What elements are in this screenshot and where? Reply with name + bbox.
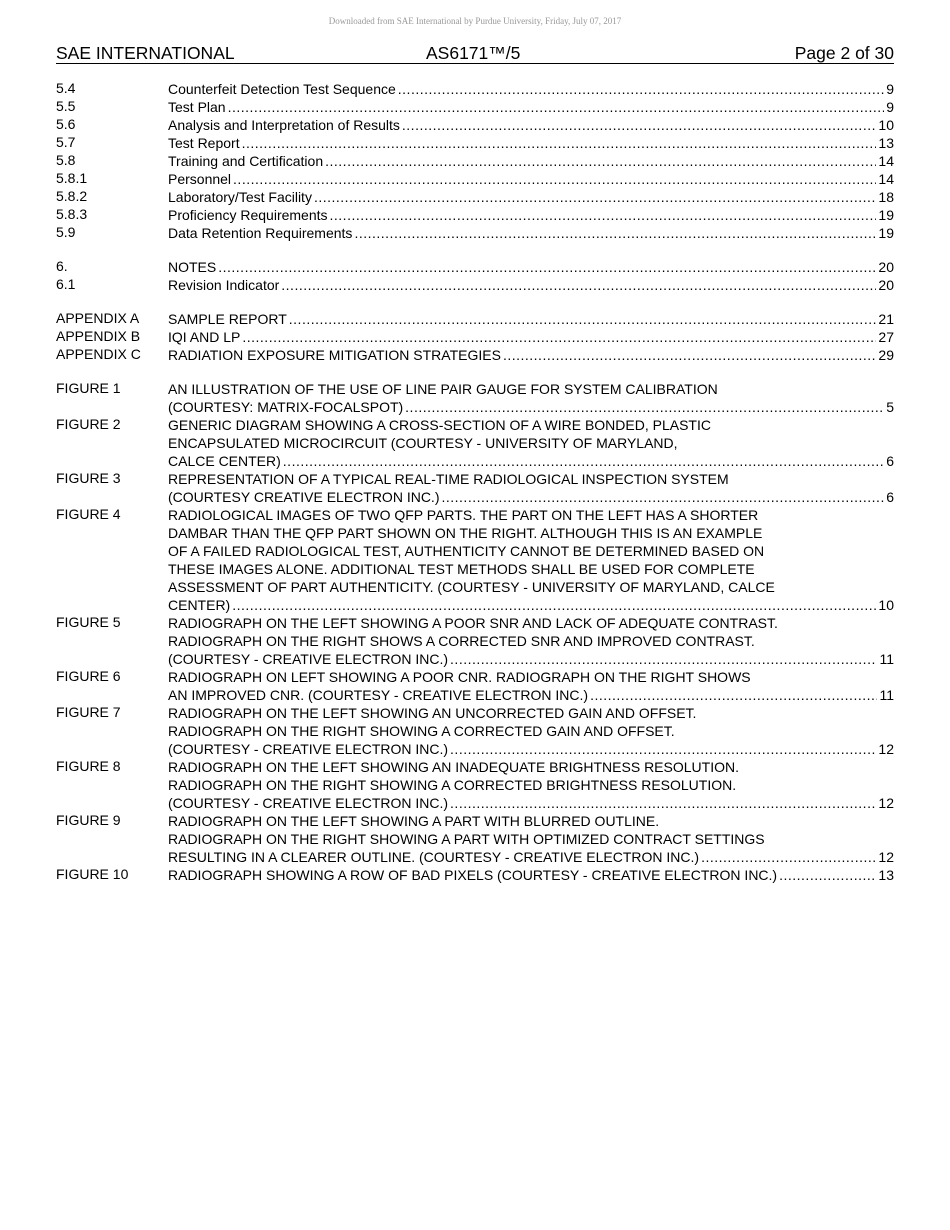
- toc-entry-page: 10: [878, 597, 894, 613]
- toc-entry-title-line: RADIOGRAPH ON THE LEFT SHOWING A PART WITH BLURRED OUTLINE.: [168, 813, 660, 829]
- toc-entry[interactable]: [56, 506, 894, 614]
- toc-entry[interactable]: [56, 310, 894, 328]
- toc-entry-page: 20: [878, 259, 894, 275]
- toc-entry-page: 5: [886, 399, 894, 415]
- toc-group-spacer: [56, 364, 894, 380]
- toc-entry-page: 21: [878, 311, 894, 327]
- toc-entry-number: 5.7: [56, 134, 76, 150]
- header-org: SAE INTERNATIONAL: [56, 43, 235, 63]
- toc-entry[interactable]: [56, 470, 894, 506]
- toc-entry[interactable]: [56, 276, 894, 294]
- dot-leader: [218, 258, 876, 276]
- toc-entry-title-line: RADIOGRAPH ON THE RIGHT SHOWING A CORRECTED BRIGHTNESS RESOLUTION.: [168, 777, 737, 793]
- toc-entry[interactable]: [56, 346, 894, 364]
- toc-group-spacer: [56, 294, 894, 310]
- toc-entry-page: 13: [878, 135, 894, 151]
- dot-leader: [450, 740, 876, 758]
- toc-entry[interactable]: [56, 188, 894, 206]
- toc-entry-number: 6.1: [56, 276, 76, 292]
- toc-entry-title-line: RADIOGRAPH ON THE LEFT SHOWING A POOR SNR AND LACK OF ADEQUATE CONTRAST.: [168, 615, 778, 631]
- toc-entry-title: Test Plan: [168, 99, 226, 115]
- dot-leader: [233, 170, 876, 188]
- toc-entry-number: 5.6: [56, 116, 76, 132]
- dot-leader: [450, 650, 877, 668]
- dot-leader: [503, 346, 876, 364]
- toc-entry-title: (COURTESY - CREATIVE ELECTRON INC.): [168, 741, 449, 757]
- toc-entry-title-line: RADIOGRAPH ON THE RIGHT SHOWING A PART WITH OPTIMIZED CONTRACT SETTINGS: [168, 831, 765, 847]
- toc-entry-title-line: OF A FAILED RADIOLOGICAL TEST, AUTHENTICITY CANNOT BE DETERMINED BASED ON: [168, 543, 765, 559]
- dot-leader: [228, 98, 885, 116]
- toc-entry-title-line: AN ILLUSTRATION OF THE USE OF LINE PAIR GAUGE FOR SYSTEM CALIBRATION: [168, 381, 718, 397]
- toc-entry-page: 12: [878, 849, 894, 865]
- toc-entry-title-line: RADIOGRAPH ON THE RIGHT SHOWS A CORRECTED SNR AND IMPROVED CONTRAST.: [168, 633, 755, 649]
- dot-leader: [354, 224, 876, 242]
- toc-entry-title-line: RADIOGRAPH ON THE LEFT SHOWING AN INADEQUATE BRIGHTNESS RESOLUTION.: [168, 759, 739, 775]
- toc-entry-page: 12: [878, 741, 894, 757]
- toc-entry[interactable]: [56, 668, 894, 704]
- toc-entry-title: CALCE CENTER): [168, 453, 281, 469]
- toc-entry-title-line: ENCAPSULATED MICROCIRCUIT (COURTESY - UNIVERSITY OF MARYLAND,: [168, 435, 678, 451]
- toc-entry-page: 9: [886, 81, 894, 97]
- toc-entry-number: FIGURE 4: [56, 506, 121, 522]
- header-document-number: AS6171™/5: [426, 43, 521, 63]
- dot-leader: [325, 152, 876, 170]
- toc-entry-page: 10: [878, 117, 894, 133]
- toc-entry[interactable]: [56, 328, 894, 346]
- toc-entry-number: FIGURE 7: [56, 704, 121, 720]
- toc-entry-title-line: ASSESSMENT OF PART AUTHENTICITY. (COURTESY - UNIVERSITY OF MARYLAND, CALCE: [168, 579, 775, 595]
- toc-entry[interactable]: [56, 116, 894, 134]
- toc-entry-title: Personnel: [168, 171, 232, 187]
- dot-leader: [405, 398, 884, 416]
- toc-entry[interactable]: [56, 614, 894, 668]
- toc-entry[interactable]: [56, 80, 894, 98]
- toc-entry-title: (COURTESY - CREATIVE ELECTRON INC.): [168, 651, 449, 667]
- toc-entry[interactable]: [56, 152, 894, 170]
- toc-entry-title: (COURTESY - CREATIVE ELECTRON INC.): [168, 795, 449, 811]
- dot-leader: [779, 866, 876, 884]
- toc-entry-title-line: DAMBAR THAN THE QFP PART SHOWN ON THE RIGHT. ALTHOUGH THIS IS AN EXAMPLE: [168, 525, 763, 541]
- toc-entry-number: 5.8.2: [56, 188, 88, 204]
- toc-entry-title: RESULTING IN A CLEARER OUTLINE. (COURTESY - CREATIVE ELECTRON INC.): [168, 849, 700, 865]
- dot-leader: [398, 80, 884, 98]
- toc-entry-title-line: RADIOGRAPH ON THE LEFT SHOWING AN UNCORRECTED GAIN AND OFFSET.: [168, 705, 697, 721]
- toc-entry-page: 19: [878, 225, 894, 241]
- toc-entry-page: 27: [878, 329, 894, 345]
- toc-entry[interactable]: [56, 812, 894, 866]
- toc-entry[interactable]: [56, 758, 894, 812]
- toc-entry[interactable]: [56, 224, 894, 242]
- toc-entry-number: FIGURE 6: [56, 668, 121, 684]
- dot-leader: [283, 452, 884, 470]
- toc-entry-page: 6: [886, 489, 894, 505]
- toc-entry-page: 6: [886, 453, 894, 469]
- dot-leader: [450, 794, 876, 812]
- toc-entry-number: APPENDIX B: [56, 328, 141, 344]
- toc-entry-number: FIGURE 10: [56, 866, 129, 882]
- toc-entry-page: 11: [879, 651, 894, 667]
- dot-leader: [441, 488, 884, 506]
- download-watermark: Downloaded from SAE International by Purdue University, Friday, July 07, 2017: [328, 16, 622, 26]
- toc-entry-number: FIGURE 1: [56, 380, 121, 396]
- toc-entry-page: 9: [886, 99, 894, 115]
- toc-entry-title: (COURTESY: MATRIX-FOCALSPOT): [168, 399, 404, 415]
- toc-entry-page: 14: [878, 171, 894, 187]
- toc-entry-number: APPENDIX C: [56, 346, 141, 362]
- toc-entry-title: SAMPLE REPORT: [168, 311, 287, 327]
- toc-entry-page: 20: [878, 277, 894, 293]
- toc-entry-number: FIGURE 8: [56, 758, 121, 774]
- toc-entry-title-line: GENERIC DIAGRAM SHOWING A CROSS-SECTION OF A WIRE BONDED, PLASTIC: [168, 417, 711, 433]
- toc-entry-title: AN IMPROVED CNR. (COURTESY - CREATIVE ELECTRON INC.): [168, 687, 589, 703]
- toc-entry-title: Revision Indicator: [168, 277, 280, 293]
- toc-entry-number: 5.8: [56, 152, 76, 168]
- toc-entry-number: 5.9: [56, 224, 76, 240]
- toc-entry-title: Data Retention Requirements: [168, 225, 353, 241]
- toc-entry-title: RADIATION EXPOSURE MITIGATION STRATEGIES: [168, 347, 501, 363]
- header-page-number: Page 2 of 30: [794, 43, 894, 63]
- toc-entry[interactable]: [56, 206, 894, 224]
- toc-entry-number: FIGURE 9: [56, 812, 121, 828]
- toc-entry[interactable]: [56, 134, 894, 152]
- dot-leader: [289, 310, 877, 328]
- toc-entry-title: Training and Certification: [168, 153, 324, 169]
- dot-leader: [701, 848, 876, 866]
- toc-entry-number: 6.: [56, 258, 68, 274]
- toc-entry-title: Counterfeit Detection Test Sequence: [168, 81, 396, 97]
- toc-entry-number: FIGURE 2: [56, 416, 121, 432]
- dot-leader: [242, 328, 876, 346]
- toc-entry-page: 18: [878, 189, 894, 205]
- dot-leader: [242, 134, 877, 152]
- toc-entry-title-line: RADIOGRAPH ON THE RIGHT SHOWING A CORRECTED GAIN AND OFFSET.: [168, 723, 675, 739]
- toc-entry-title: Analysis and Interpretation of Results: [168, 117, 400, 133]
- toc-entry-title: IQI AND LP: [168, 329, 241, 345]
- toc-entry[interactable]: [56, 416, 894, 470]
- toc-entry-page: 13: [878, 867, 894, 883]
- toc-entry-number: APPENDIX A: [56, 310, 140, 326]
- dot-leader: [314, 188, 876, 206]
- toc-entry[interactable]: [56, 98, 894, 116]
- dot-leader: [590, 686, 877, 704]
- toc-group-spacer: [56, 242, 894, 258]
- toc-entry[interactable]: [56, 866, 894, 884]
- toc-entry-number: FIGURE 5: [56, 614, 121, 630]
- toc-entry-title: CENTER): [168, 597, 231, 613]
- dot-leader: [402, 116, 877, 134]
- toc-entry-title: Laboratory/Test Facility: [168, 189, 312, 205]
- dot-leader: [281, 276, 876, 294]
- toc-entry-title: NOTES: [168, 259, 217, 275]
- table-of-contents: [56, 80, 894, 884]
- toc-entry[interactable]: [56, 170, 894, 188]
- toc-entry-page: 29: [878, 347, 894, 363]
- toc-entry-number: 5.8.1: [56, 170, 88, 186]
- toc-entry-title-line: RADIOGRAPH ON LEFT SHOWING A POOR CNR. RADIOGRAPH ON THE RIGHT SHOWS: [168, 669, 751, 685]
- toc-entry-title-line: RADIOLOGICAL IMAGES OF TWO QFP PARTS. THE PART ON THE LEFT HAS A SHORTER: [168, 507, 759, 523]
- toc-entry[interactable]: [56, 380, 894, 416]
- toc-entry-title: (COURTESY CREATIVE ELECTRON INC.): [168, 489, 440, 505]
- toc-entry-page: 14: [878, 153, 894, 169]
- toc-entry-page: 12: [878, 795, 894, 811]
- dot-leader: [232, 596, 876, 614]
- dot-leader: [330, 206, 877, 224]
- toc-entry[interactable]: [56, 704, 894, 758]
- toc-entry-title-line: THESE IMAGES ALONE. ADDITIONAL TEST METHODS SHALL BE USED FOR COMPLETE: [168, 561, 755, 577]
- toc-entry-title: RADIOGRAPH SHOWING A ROW OF BAD PIXELS (COURTESY - CREATIVE ELECTRON INC.): [168, 867, 778, 883]
- toc-entry-number: FIGURE 3: [56, 470, 121, 486]
- toc-entry-number: 5.5: [56, 98, 76, 114]
- toc-entry-number: 5.4: [56, 80, 76, 96]
- toc-entry-title: Proficiency Requirements: [168, 207, 328, 223]
- toc-entry-title-line: REPRESENTATION OF A TYPICAL REAL-TIME RADIOLOGICAL INSPECTION SYSTEM: [168, 471, 729, 487]
- toc-entry-page: 11: [879, 687, 894, 703]
- toc-entry-number: 5.8.3: [56, 206, 88, 222]
- toc-entry[interactable]: [56, 258, 894, 276]
- toc-entry-page: 19: [878, 207, 894, 223]
- toc-entry-title: Test Report: [168, 135, 240, 151]
- page-header: [56, 43, 894, 64]
